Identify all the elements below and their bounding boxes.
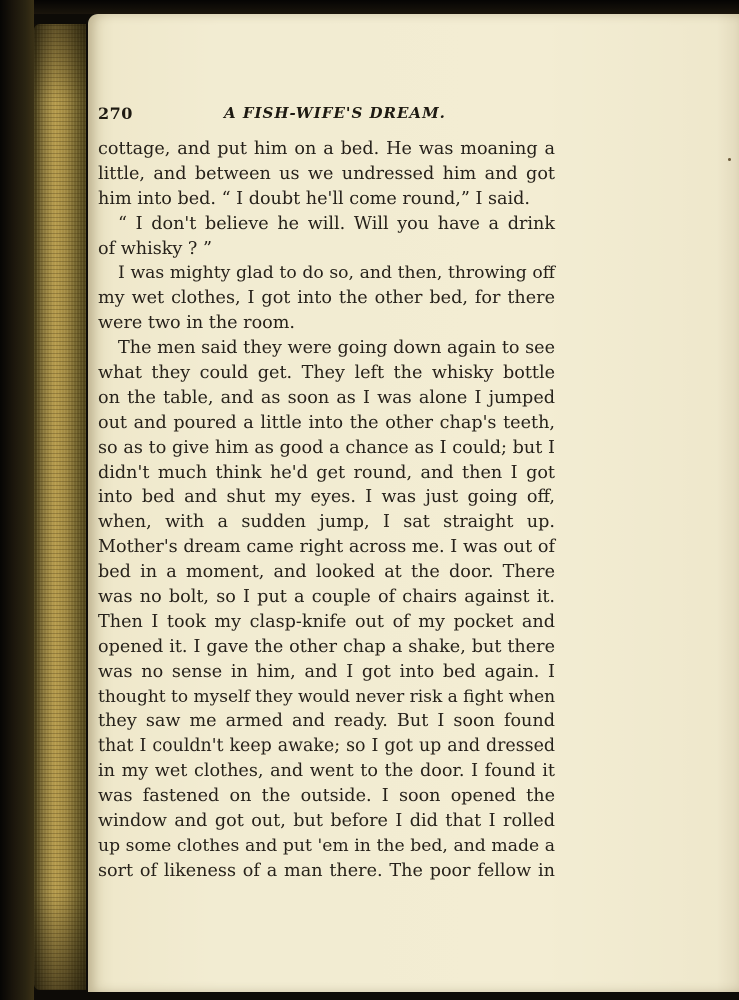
book-spine: [0, 0, 34, 1000]
text-line: was no bolt, so I put a couple of chairs against it.: [98, 587, 555, 608]
text-line: cottage, and put him on a bed. He was moaning a: [98, 139, 555, 159]
text-line: in my wet clothes, and went to the door. I found it: [98, 761, 555, 782]
text-line: when, with a sudden jump, I sat straight up.: [98, 512, 555, 533]
top-shadow: [0, 0, 739, 14]
paper-speck: [728, 158, 731, 161]
text-line: The men said they were going down again to see: [118, 338, 555, 359]
running-head: [98, 104, 558, 126]
body-text: [98, 137, 555, 884]
text-line: was fastened on the outside. I soon opened the: [98, 786, 555, 807]
running-title: A FISH-WIFE'S DREAM.: [224, 104, 446, 122]
text-line: opened it. I gave the other chap a shake, but there: [98, 636, 555, 657]
page-number: 270: [98, 104, 133, 123]
text-line: was no sense in him, and I got into bed again. I: [98, 661, 555, 682]
text-line: Then I took my clasp-knife out of my pocket and: [98, 611, 555, 632]
text-line: were two in the room.: [98, 313, 296, 334]
text-line: up some clothes and put 'em in the bed, and made a: [98, 835, 555, 856]
page-edge-shading: [34, 24, 86, 990]
text-line: out and poured a little into the other chap's teeth,: [98, 412, 555, 433]
text-line: that I couldn't keep awake; so I got up and dressed: [98, 736, 555, 757]
text-line: Mother's dream came right across me. I was out of: [98, 537, 555, 558]
text-line: bed in a moment, and looked at the door. There: [98, 562, 555, 583]
text-line: thought to myself they would never risk a fight when: [98, 686, 556, 707]
text-line: on the table, and as soon as I was alone I jumped: [98, 387, 555, 408]
text-line: what they could get. They left the whisky bottle: [98, 363, 555, 384]
text-line: him into bed. “ I doubt he'll come round,” I said.: [98, 188, 531, 209]
text-line: into bed and shut my eyes. I was just going off,: [98, 487, 555, 508]
text-line: “ I don't believe he will. Will you have a drink: [118, 213, 555, 234]
text-line: of whisky ? ”: [98, 238, 212, 259]
text-line: so as to give him as good a chance as I could; but I: [98, 437, 555, 458]
text-line: window and got out, but before I did that I rolled: [98, 811, 555, 832]
text-line: I was mighty glad to do so, and then, throwing off: [118, 263, 555, 284]
text-line: they saw me armed and ready. But I soon found: [98, 711, 555, 732]
text-line: my wet clothes, I got into the other bed, for there: [98, 288, 555, 309]
text-line: sort of likeness of a man there. The poor fellow in: [98, 860, 555, 881]
text-line: little, and between us we undressed him and got: [98, 163, 555, 184]
text-line: didn't much think he'd get round, and then I got: [98, 462, 555, 483]
